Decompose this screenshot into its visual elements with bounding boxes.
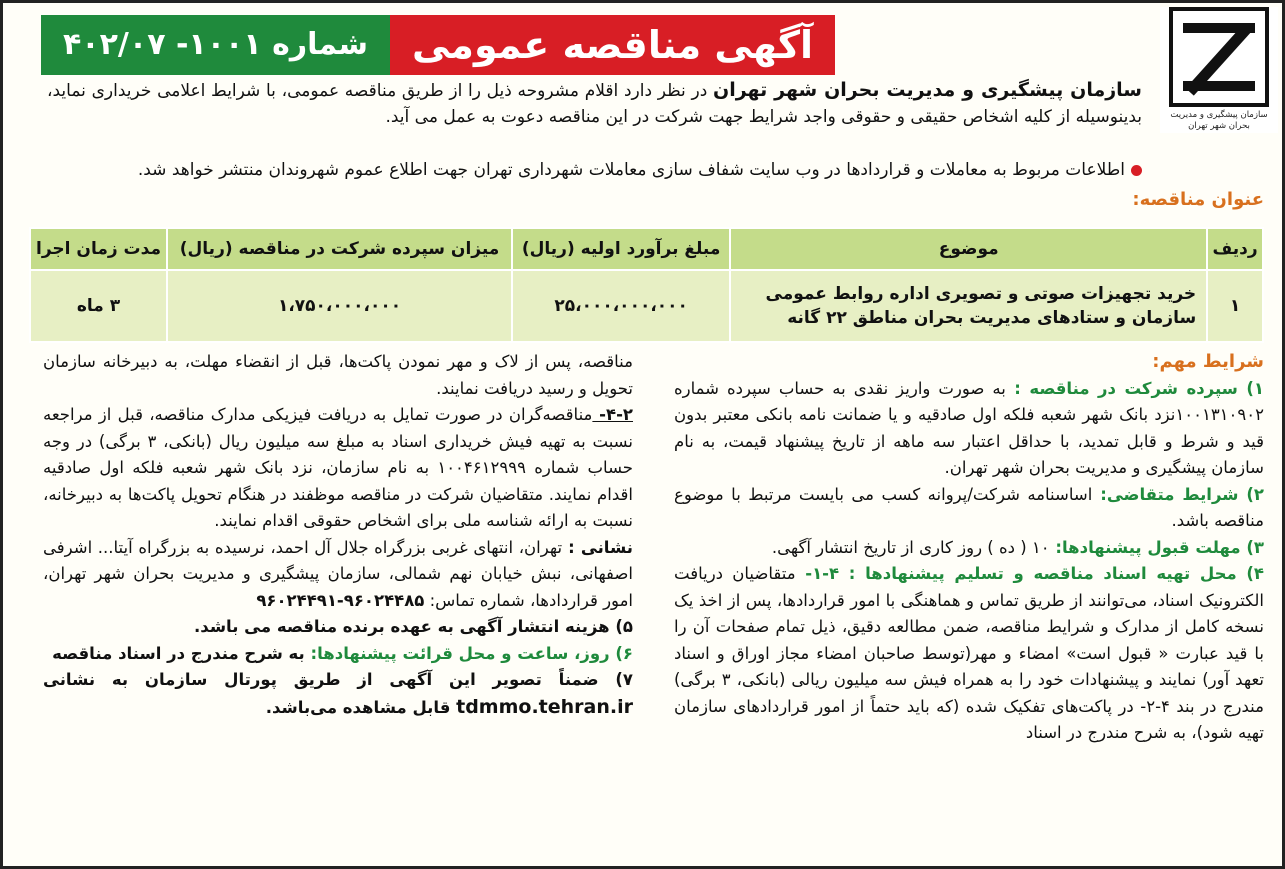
condition-6 [43,641,633,668]
intro-text: در نظر دارد اقلام مشروحه ذیل را از طریق مناقصه عمومی، با شرایط اعلامی خریداری نماید، بدینوسیله از کلیه اشخاص حقیقی و حقوقی واجد شرایط جهت شرکت در این مناقصه دعوت به عمل می آید. [47,81,1142,127]
row-deposit: ۱،۷۵۰،۰۰۰،۰۰۰ [167,270,512,342]
conditions-left-column [43,349,633,721]
condition-title: ۱) سپرده شرکت در مناقصه : [1005,378,1264,398]
conditions-right-column [674,349,1264,747]
intro-paragraph [47,77,1142,130]
row-estimate: ۲۵،۰۰۰،۰۰۰،۰۰۰ [512,270,730,342]
logo-mark-icon [1169,7,1269,107]
column-header: مدت زمان اجرا [30,228,167,270]
condition-2 [674,482,1264,535]
condition-title: ۳) مهلت قبول پیشنهادها: [1049,537,1264,557]
condition-5: ۵) هزینه انتشار آگهی به عهده برنده مناقصه می باشد. [194,617,633,636]
subject-line: خرید تجهیزات صوتی و تصویری اداره روابط عمومی [765,284,1197,304]
notice-number: شماره ۱۰۰۱- ۴۰۲/۰۷ [41,15,390,75]
organization-name: سازمان پیشگیری و مدیریت بحران شهر تهران [712,79,1142,101]
condition-4-continued: مناقصه، پس از لاک و مهر نمودن پاکت‌ها، قبل از انقضاء مهلت، به دبیرخانه سازمان تحویل و رسید دریافت نمایند. [43,352,633,398]
column-header: میزان سپرده شرکت در مناقصه (ریال) [167,228,512,270]
transparency-text: اطلاعات مربوط به معاملات و قراردادها در وب سایت شفاف سازی معاملات شهرداری تهران جهت اطلاع عموم شهروندان منتشر خواهد شد. [137,160,1125,180]
condition-title: ۴-۲- [592,405,633,424]
condition-text: مناقصه‌گران در صورت تمایل به دریافت فیزیکی مدارک مناقصه، قبل از مراجعه نسبت به تهیه فیش خریداری اسناد به مبلغ سه میلیون ریال (بانکی، ۳ برگی) در وجه حساب شماره ۱۰۰۴۶۱۲۹۹۹ به نام سازمان، نزد بانک شهر شعبه فلکه اول صادقیه اقدام نمایند. متقاضیان شرکت در مناقصه موظفند در هنگام تحویل پاکت‌ها به دبیرخانه، نسبت به ارائه شناسه ملی برای اشخاص حقوقی اقدام نمایند. [43,405,633,530]
address-title: نشانی : [562,537,633,557]
phone-numbers: ۹۶۰۲۴۴۸۵-۹۶۰۲۴۴۹۱ [256,590,425,610]
subject-heading: عنوان مناقصه: [1132,189,1264,210]
condition-4 [674,561,1264,747]
row-index: ۱ [1207,270,1263,342]
condition-4-2 [43,402,633,535]
condition-title: ۲) شرایط متقاضی: [1092,484,1264,504]
address [43,535,633,615]
condition-1 [674,376,1264,482]
column-header: موضوع [730,228,1207,270]
table-header-row [30,228,1263,270]
subject-line: سازمان و ستادهای مدیریت بحران مناطق ۲۲ گانه [787,308,1197,328]
condition-text: به صورت واریز نقدی به حساب سپرده شماره ۱۰۰۱۳۱۰۹۰۲نزد بانک شهر شعبه فلکه اول صادقیه و یا ضمانت نامه بانکی معتبر بدون قید و شرط و قابل تمدید، با حداقل اعتبار سه ماهه از تاریخ پیشنهاد قیمت، به نام سازمان پیشگیری و مدیریت بحران شهر تهران. [674,378,1264,477]
table-row [30,270,1263,342]
portal-link[interactable]: tdmmo.tehran.ir [456,695,633,718]
condition-3 [674,535,1264,562]
condition-text: اساسنامه شرکت/پروانه کسب می بایست مرتبط با موضوع مناقصه باشد. [674,484,1264,530]
row-subject [730,270,1207,342]
row-duration: ۳ ماه [30,270,167,342]
condition-text: ۷) ضمناً تصویر این آگهی از طریق پورتال سازمان به نشانی [43,670,633,689]
condition-text: متقاضیان دریافت الکترونیک اسناد، می‌توانند از طریق تماس و هماهنگی با امور قراردادها، پس از اخذ یک نسخه کامل از مدارک و شرایط مناقصه، ضمن مطالعه دقیق، ذیل تمام صفحات آن را با قید عبارت « قبول است» امضاء و مهر(توسط صاحبان امضاء مجاز اوراق و اسناد تعهد آور) نمایند و پیشنهادات خود را به همراه فیش سه میلیون ریالی (بانکی، ۳ برگی) مندرج در بند ۴-۲- در پاکت‌های تفکیک شده (که باید حتماً از امور قراردادهای سازمان تهیه شود)، به شرح مندرج در اسناد [674,564,1264,742]
header [11,9,1274,71]
organization-logo [1160,7,1278,133]
condition-title: ۶) روز، ساعت و محل قرائت پیشنهادها: [304,643,633,663]
condition-text: به شرح مندرج در اسناد مناقصه [52,643,305,663]
conditions-heading: شرایط مهم: [1152,351,1264,372]
notice-title: آگهی مناقصه عمومی [390,15,835,75]
logo-caption: سازمان پیشگیری و مدیریت بحران شهر تهران [1170,110,1268,131]
tender-table [29,227,1264,343]
condition-7 [43,667,633,721]
title-bar [41,15,835,75]
column-header: ردیف [1207,228,1263,270]
condition-text: ۱۰ ( ده ) روز کاری از تاریخ انتشار آگهی. [771,537,1050,557]
transparency-note [47,157,1142,183]
address-text: تهران، انتهای غربی بزرگراه جلال آل احمد، نرسیده به بزرگراه آیتا... اشرفی اصفهانی، نبش خیابان نهم شمالی، سازمان پیشگیری و مدیریت بحران شهر تهران، امور قراردادها، شماره تماس: [43,537,633,610]
bullet-icon [1131,165,1142,176]
column-header: مبلغ برآورد اولیه (ریال) [512,228,730,270]
condition-title: ۴) محل تهیه اسناد مناقصه و تسلیم پیشنهادها : ۴-۱- [795,564,1264,583]
condition-text: قابل مشاهده می‌باشد. [265,697,457,717]
